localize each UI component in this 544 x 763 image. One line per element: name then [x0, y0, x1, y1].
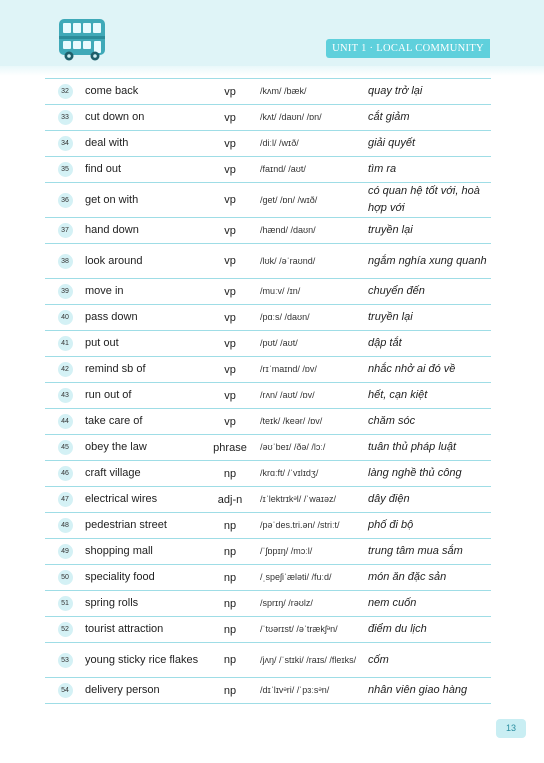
part-of-speech-cell: np	[223, 654, 237, 666]
word-cell: shopping mall	[85, 545, 153, 557]
meaning-cell: tuân thủ pháp luật	[368, 441, 457, 453]
table-row	[45, 183, 491, 218]
row-number-badge: 37	[58, 223, 73, 238]
part-of-speech-cell: vp	[224, 285, 236, 298]
row-number-cell	[45, 310, 85, 325]
pronunciation-cell: /pɑːs/ /daʊn/	[260, 312, 310, 322]
row-number-badge: 50	[58, 570, 73, 585]
part-of-speech-cell: vp	[224, 137, 236, 150]
part-of-speech-cell: np	[223, 571, 237, 584]
part-of-speech-cell: np	[223, 545, 237, 558]
meaning-cell: trung tâm mua sắm	[368, 545, 463, 557]
meaning-cell: dập tắt	[368, 337, 402, 349]
row-number-badge: 32	[58, 84, 73, 99]
row-number-badge: 51	[58, 596, 73, 611]
pronunciation-cell: /dɪˈlɪvᵊri/ /ˈpɜːsᵊn/	[260, 685, 330, 695]
word-cell: craft village	[85, 467, 141, 479]
page-number: 13	[496, 719, 526, 738]
word-cell: spring rolls	[85, 597, 139, 609]
table-row	[45, 279, 491, 305]
table-row	[45, 157, 491, 183]
row-number-cell	[45, 466, 85, 481]
row-number-badge: 53	[58, 653, 73, 668]
meaning-cell: nem cuốn	[368, 597, 417, 609]
table-row	[45, 383, 491, 409]
meaning-cell: chuyển đến	[368, 285, 425, 297]
row-number-badge: 33	[58, 110, 73, 125]
pronunciation-cell: /krɑːft/ /ˈvɪlɪdʒ/	[260, 468, 319, 478]
word-cell: pass down	[85, 311, 138, 323]
row-number-badge: 39	[58, 284, 73, 299]
word-cell: move in	[85, 285, 124, 297]
row-number-badge: 38	[58, 254, 73, 269]
row-number-badge: 49	[58, 544, 73, 559]
pronunciation-cell: /ˈʃɒpɪŋ/ /mɔːl/	[260, 546, 313, 556]
pronunciation-cell: /lʊk/ /əˈraʊnd/	[260, 255, 316, 266]
part-of-speech-cell: vp	[224, 363, 236, 376]
meaning-cell: giải quyết	[368, 137, 416, 149]
pronunciation-cell: /rʌn/ /aʊt/ /ɒv/	[260, 390, 315, 400]
row-number-badge: 47	[58, 492, 73, 507]
word-cell: young sticky rice flakes	[85, 653, 199, 666]
word-cell: run out of	[85, 389, 132, 401]
table-row	[45, 461, 491, 487]
row-number-badge: 34	[58, 136, 73, 151]
row-number-cell	[45, 284, 85, 299]
part-of-speech-cell: np	[223, 623, 237, 636]
row-number-badge: 44	[58, 414, 73, 429]
pronunciation-cell: /kʌt/ /daʊn/ /ɒn/	[260, 112, 322, 122]
meaning-cell: nhắc nhở ai đó về	[368, 363, 456, 375]
row-number-cell	[45, 596, 85, 611]
unit-title-tab: UNIT 1 · LOCAL COMMUNITY	[326, 39, 490, 58]
table-row	[45, 617, 491, 643]
table-row	[45, 131, 491, 157]
row-number-cell	[45, 544, 85, 559]
row-number-cell	[45, 570, 85, 585]
table-row	[45, 487, 491, 513]
meaning-cell: truyền lại	[368, 224, 413, 236]
meaning-cell: hết, cạn kiệt	[368, 389, 428, 401]
word-cell: pedestrian street	[85, 519, 167, 531]
pronunciation-cell: /hænd/ /daʊn/	[260, 225, 316, 235]
row-number-badge: 35	[58, 162, 73, 177]
pronunciation-cell: /ˌspeʃiˈæləti/ /fuːd/	[260, 572, 332, 582]
word-cell: look around	[85, 254, 143, 267]
part-of-speech-cell: adj-n	[217, 493, 243, 506]
row-number-cell	[45, 162, 85, 177]
meaning-cell: truyền lại	[368, 311, 413, 323]
part-of-speech-cell: vp	[224, 194, 236, 206]
row-number-badge: 42	[58, 362, 73, 377]
table-row	[45, 78, 491, 105]
word-cell: electrical wires	[85, 493, 158, 505]
table-row	[45, 357, 491, 383]
table-row	[45, 435, 491, 461]
part-of-speech-cell: vp	[224, 163, 236, 176]
table-row	[45, 105, 491, 131]
row-number-cell	[45, 622, 85, 637]
part-of-speech-cell: vp	[224, 255, 236, 267]
table-row	[45, 565, 491, 591]
bus-icon	[56, 17, 108, 63]
row-number-badge: 46	[58, 466, 73, 481]
meaning-cell: cắt giảm	[368, 111, 410, 123]
pronunciation-cell: /muːv/ /ɪn/	[260, 286, 301, 296]
pronunciation-cell: /faɪnd/ /aʊt/	[260, 164, 306, 174]
table-row	[45, 244, 491, 279]
word-cell: delivery person	[85, 684, 160, 696]
part-of-speech-cell: vp	[224, 415, 236, 428]
table-row	[45, 678, 491, 704]
part-of-speech-cell: vp	[224, 111, 236, 124]
meaning-cell: tìm ra	[368, 163, 397, 175]
meaning-cell: nhân viên giao hàng	[368, 684, 468, 696]
pronunciation-cell: /teɪk/ /keər/ /ɒv/	[260, 416, 323, 426]
table-row	[45, 305, 491, 331]
row-number-cell	[45, 110, 85, 125]
part-of-speech-cell: np	[223, 597, 237, 610]
pronunciation-cell: /pʊt/ /aʊt/	[260, 338, 298, 348]
row-number-cell	[45, 223, 85, 238]
row-number-badge: 41	[58, 336, 73, 351]
table-row	[45, 218, 491, 244]
meaning-cell: quay trở lại	[368, 85, 423, 97]
row-number-badge: 36	[58, 193, 73, 208]
row-number-badge: 48	[58, 518, 73, 533]
word-cell: find out	[85, 163, 122, 175]
pronunciation-cell: /kʌm/ /bæk/	[260, 86, 307, 96]
row-number-cell	[45, 414, 85, 429]
table-row	[45, 591, 491, 617]
meaning-cell: có quan hệ tốt với, hoà hợp với	[368, 185, 480, 214]
part-of-speech-cell: vp	[224, 337, 236, 350]
row-number-cell	[45, 254, 85, 269]
table-row	[45, 331, 491, 357]
word-cell: speciality food	[85, 571, 155, 583]
pronunciation-cell: /sprɪŋ/ /rəʊlz/	[260, 598, 313, 608]
part-of-speech-cell: vp	[224, 85, 236, 98]
vocabulary-table	[45, 78, 491, 704]
pronunciation-cell: /diːl/ /wɪð/	[260, 138, 299, 148]
part-of-speech-cell: vp	[224, 389, 236, 402]
meaning-cell: ngắm nghía xung quanh	[368, 254, 487, 267]
part-of-speech-cell: np	[223, 519, 237, 532]
meaning-cell: điểm du lịch	[368, 623, 427, 635]
meaning-cell: làng nghề thủ công	[368, 467, 462, 479]
part-of-speech-cell: phrase	[213, 441, 247, 454]
word-cell: get on with	[85, 193, 139, 206]
meaning-cell: cốm	[368, 653, 389, 666]
row-number-cell	[45, 136, 85, 151]
table-row	[45, 643, 491, 678]
word-cell: put out	[85, 337, 119, 349]
part-of-speech-cell: np	[223, 467, 237, 480]
word-cell: take care of	[85, 415, 143, 427]
row-number-cell	[45, 683, 85, 698]
pronunciation-cell: /get/ /ɒn/ /wɪð/	[260, 194, 318, 205]
row-number-badge: 54	[58, 683, 73, 698]
row-number-cell	[45, 518, 85, 533]
row-number-cell	[45, 362, 85, 377]
row-number-cell	[45, 84, 85, 99]
pronunciation-cell: /ɪˈlektrɪkᵊl/ /ˈwaɪəz/	[260, 494, 336, 504]
row-number-badge: 43	[58, 388, 73, 403]
row-number-cell	[45, 440, 85, 455]
row-number-badge: 40	[58, 310, 73, 325]
table-row	[45, 409, 491, 435]
word-cell: cut down on	[85, 111, 145, 123]
row-number-cell	[45, 653, 85, 668]
row-number-cell	[45, 336, 85, 351]
pronunciation-cell: /ˈtʊərɪst/ /əˈtrækʃᵊn/	[260, 624, 338, 634]
meaning-cell: chăm sóc	[368, 415, 416, 427]
row-number-badge: 45	[58, 440, 73, 455]
table-row	[45, 513, 491, 539]
pronunciation-cell: /rɪˈmaɪnd/ /ɒv/	[260, 364, 317, 374]
word-cell: obey the law	[85, 441, 147, 453]
row-number-cell	[45, 388, 85, 403]
row-number-cell	[45, 492, 85, 507]
word-cell: deal with	[85, 137, 129, 149]
part-of-speech-cell: np	[223, 684, 237, 697]
part-of-speech-cell: vp	[224, 311, 236, 324]
pronunciation-cell: /jʌŋ/ /ˈstɪki/ /raɪs/ /fleɪks/	[260, 654, 357, 665]
word-cell: tourist attraction	[85, 623, 164, 635]
word-cell: come back	[85, 85, 139, 97]
row-number-badge: 52	[58, 622, 73, 637]
unit-tab-tail	[490, 39, 544, 58]
meaning-cell: dây điện	[368, 493, 410, 505]
part-of-speech-cell: vp	[224, 224, 236, 237]
word-cell: remind sb of	[85, 363, 146, 375]
word-cell: hand down	[85, 224, 139, 236]
pronunciation-cell: /pəˈdes.tri.ən/ /striːt/	[260, 520, 340, 530]
row-number-cell	[45, 193, 85, 208]
pronunciation-cell: /əʊˈbeɪ/ /ðə/ /lɔː/	[260, 442, 326, 452]
meaning-cell: phố đi bộ	[368, 519, 414, 531]
meaning-cell: món ăn đặc sản	[368, 571, 447, 583]
table-row	[45, 539, 491, 565]
